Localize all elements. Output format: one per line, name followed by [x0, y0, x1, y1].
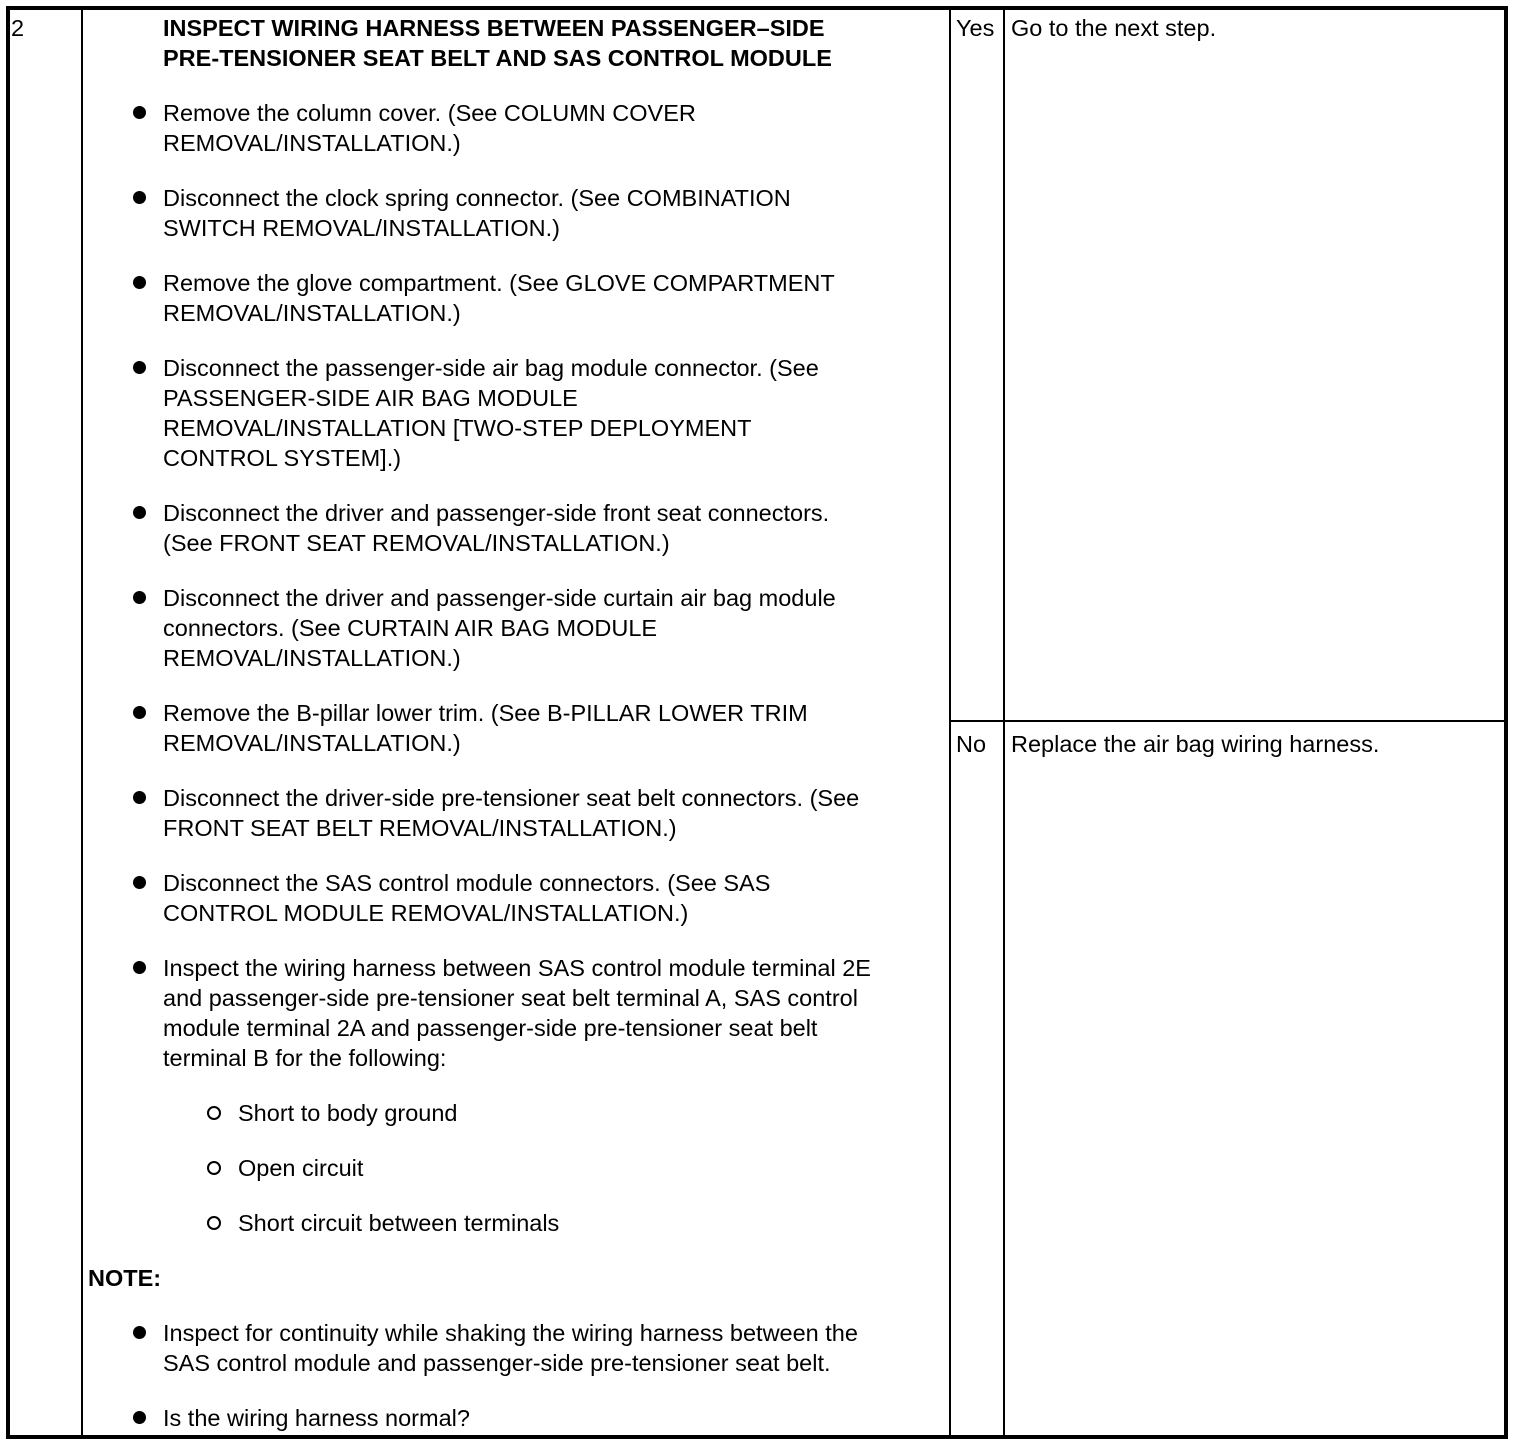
column-divider [81, 6, 83, 1439]
bullet-text: CONTROL SYSTEM].) [163, 445, 402, 471]
bullet-icon [133, 1411, 146, 1424]
note-label: NOTE: [88, 1265, 162, 1291]
note-bullet-text: SAS control module and passenger-side pre-tensioner seat belt. [163, 1350, 831, 1376]
row-divider [949, 720, 1504, 722]
yes-answer: Yes [956, 15, 995, 41]
bullet-icon [133, 106, 146, 119]
sub-bullet-icon [207, 1106, 221, 1120]
bullet-text: terminal B for the following: [163, 1045, 447, 1071]
bullet-text: REMOVAL/INSTALLATION.) [163, 730, 461, 756]
bullet-icon [133, 876, 146, 889]
bullet-text: Disconnect the passenger-side air bag module connector. (See [163, 355, 819, 381]
sub-bullet-icon [207, 1161, 221, 1175]
no-action: Replace the air bag wiring harness. [1011, 731, 1380, 757]
bullet-icon [133, 961, 146, 974]
bullet-icon [133, 361, 146, 374]
bullet-text: REMOVAL/INSTALLATION.) [163, 300, 461, 326]
sub-bullet-text: Open circuit [238, 1155, 364, 1181]
bullet-icon [133, 706, 146, 719]
column-divider [949, 6, 951, 1439]
bullet-text: Disconnect the driver and passenger-side front seat connectors. [163, 500, 830, 526]
sub-bullet-text: Short circuit between terminals [238, 1210, 560, 1236]
bullet-icon [133, 506, 146, 519]
note-bullet-text: Inspect for continuity while shaking the wiring harness between the [163, 1320, 858, 1346]
sub-bullet-text: Short to body ground [238, 1100, 458, 1126]
step-heading: PRE-TENSIONER SEAT BELT AND SAS CONTROL MODULE [163, 45, 832, 71]
bullet-text: FRONT SEAT BELT REMOVAL/INSTALLATION.) [163, 815, 677, 841]
bullet-text: REMOVAL/INSTALLATION.) [163, 645, 461, 671]
bullet-icon [133, 591, 146, 604]
bullet-text: Remove the B-pillar lower trim. (See B-PILLAR LOWER TRIM [163, 700, 808, 726]
bullet-text: module terminal 2A and passenger-side pre-tensioner seat belt [163, 1015, 818, 1041]
bullet-text: CONTROL MODULE REMOVAL/INSTALLATION.) [163, 900, 689, 926]
bullet-text: connectors. (See CURTAIN AIR BAG MODULE [163, 615, 658, 641]
bullet-text: Disconnect the clock spring connector. (See COMBINATION [163, 185, 791, 211]
step-number: 2 [11, 15, 25, 41]
no-answer: No [956, 731, 987, 757]
step-heading: INSPECT WIRING HARNESS BETWEEN PASSENGER–SIDE [163, 15, 825, 41]
bullet-text: Inspect the wiring harness between SAS control module terminal 2E [163, 955, 871, 981]
bullet-icon [133, 1326, 146, 1339]
bullet-icon [133, 791, 146, 804]
bullet-text: Disconnect the SAS control module connectors. (See SAS [163, 870, 771, 896]
note-bullet-text: Is the wiring harness normal? [163, 1405, 470, 1431]
bullet-text: SWITCH REMOVAL/INSTALLATION.) [163, 215, 560, 241]
bullet-icon [133, 276, 146, 289]
yes-action: Go to the next step. [1011, 15, 1217, 41]
bullet-text: Remove the glove compartment. (See GLOVE COMPARTMENT [163, 270, 835, 296]
bullet-text: and passenger-side pre-tensioner seat belt terminal A, SAS control [163, 985, 858, 1011]
bullet-text: PASSENGER-SIDE AIR BAG MODULE [163, 385, 578, 411]
bullet-icon [133, 191, 146, 204]
column-divider [1003, 6, 1005, 1439]
bullet-text: REMOVAL/INSTALLATION [TWO-STEP DEPLOYMENT [163, 415, 752, 441]
bullet-text: Disconnect the driver and passenger-side curtain air bag module [163, 585, 836, 611]
bullet-text: REMOVAL/INSTALLATION.) [163, 130, 461, 156]
bullet-text: Remove the column cover. (See COLUMN COVER [163, 100, 696, 126]
bullet-text: (See FRONT SEAT REMOVAL/INSTALLATION.) [163, 530, 670, 556]
sub-bullet-icon [207, 1216, 221, 1230]
bullet-text: Disconnect the driver-side pre-tensioner seat belt connectors. (See [163, 785, 860, 811]
